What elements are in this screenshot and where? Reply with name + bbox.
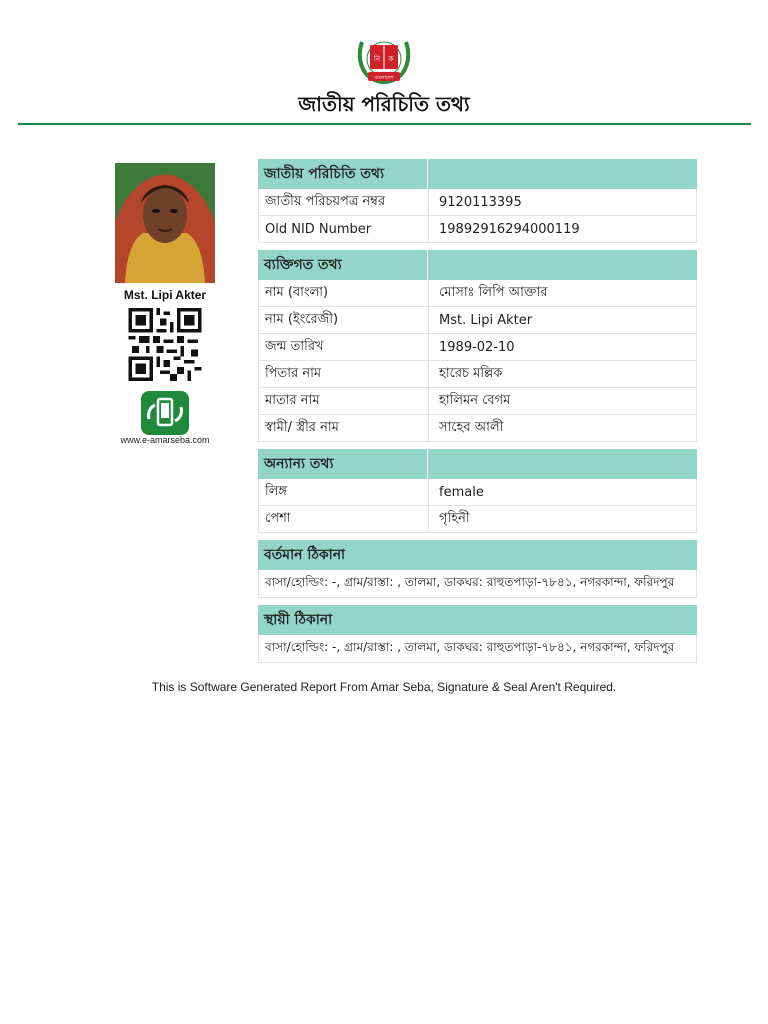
table-row xyxy=(258,216,697,243)
table-row xyxy=(258,415,697,442)
table-row xyxy=(258,388,697,415)
section-header xyxy=(258,449,697,479)
address-row xyxy=(258,635,697,663)
row-label: নাম (বাংলা) xyxy=(259,280,429,306)
row-label: জন্ম তারিখ xyxy=(259,334,429,360)
table-row xyxy=(258,361,697,388)
section-title: বর্তমান ঠিকানা xyxy=(264,547,346,563)
table-row xyxy=(258,280,697,307)
table-row xyxy=(258,189,697,216)
website-link[interactable]: www.e-amarseba.com xyxy=(120,435,210,445)
section-header xyxy=(258,159,697,189)
section-title: স্থায়ী ঠিকানা xyxy=(264,612,333,628)
table-row xyxy=(258,506,697,533)
info-table xyxy=(258,159,697,670)
row-label: নাম (ইংরেজী) xyxy=(259,307,429,333)
emblem-letter-left: নি xyxy=(373,55,381,63)
qr-code xyxy=(126,308,204,381)
row-label: পিতার নাম xyxy=(259,361,429,387)
header-divider xyxy=(18,123,751,125)
table-row xyxy=(258,334,697,361)
row-value: 9120113395 xyxy=(439,194,522,210)
row-label: মাতার নাম xyxy=(259,388,429,414)
section-title: জাতীয় পরিচিতি তথ্য xyxy=(258,159,428,189)
section-header xyxy=(258,605,697,635)
row-value: female xyxy=(439,484,484,500)
row-label: স্বামী/ স্ত্রীর নাম xyxy=(259,415,429,441)
row-label: পেশা xyxy=(259,506,429,532)
footer-note: This is Software Generated Report From Amar Seba, Signature & Seal Aren't Required. xyxy=(151,680,617,694)
section-title: অন্যান্য তথ্য xyxy=(258,449,428,479)
row-value: 1989-02-10 xyxy=(439,339,515,355)
address-row xyxy=(258,570,697,598)
row-value: 19892916294000119 xyxy=(439,221,580,237)
election-commission-logo xyxy=(354,32,414,86)
section-national-identity xyxy=(258,159,697,243)
section-header xyxy=(258,250,697,280)
section-header xyxy=(258,540,697,570)
address-text: বাসা/হোল্ডিং: -, গ্রাম/রাস্তা: , তালমা, ডাকঘর: রাহুতপাড়া-৭৮৪১, নগরকান্দা, ফরিদপুর xyxy=(265,639,675,654)
row-value: হারেচ মল্লিক xyxy=(439,365,503,381)
row-value: গৃহিনী xyxy=(439,510,470,526)
section-permanent-address xyxy=(258,605,697,663)
section-title: ব্যক্তিগত তথ্য xyxy=(258,250,428,280)
row-value: Mst. Lipi Akter xyxy=(439,312,533,328)
section-personal-info xyxy=(258,250,697,442)
emblem-letter-right: ক xyxy=(388,55,394,63)
address-text: বাসা/হোল্ডিং: -, গ্রাম/রাস্তা: , তালমা, ডাকঘর: রাহুতপাড়া-৭৮৪১, নগরকান্দা, ফরিদপুর xyxy=(265,574,675,589)
row-label: লিঙ্গ xyxy=(259,479,429,505)
table-row xyxy=(258,479,697,506)
table-row xyxy=(258,307,697,334)
row-label: Old NID Number xyxy=(259,216,429,242)
profile-photo xyxy=(115,163,215,283)
section-present-address xyxy=(258,540,697,598)
document-title: জাতীয় পরিচিতি তথ্য xyxy=(298,92,470,116)
amarseba-app-icon xyxy=(141,391,189,435)
row-value: সাহেব আলী xyxy=(439,419,504,435)
row-value: হালিমন বেগম xyxy=(439,392,511,408)
section-other-info xyxy=(258,449,697,533)
row-value: মোসাঃ লিপি আক্তার xyxy=(439,284,548,300)
phone-icon xyxy=(141,391,189,435)
emblem-country-text: বাংলাদেশ xyxy=(374,75,394,81)
profile-name: Mst. Lipi Akter xyxy=(123,288,207,302)
row-label: জাতীয় পরিচয়পত্র নম্বর xyxy=(259,189,429,215)
